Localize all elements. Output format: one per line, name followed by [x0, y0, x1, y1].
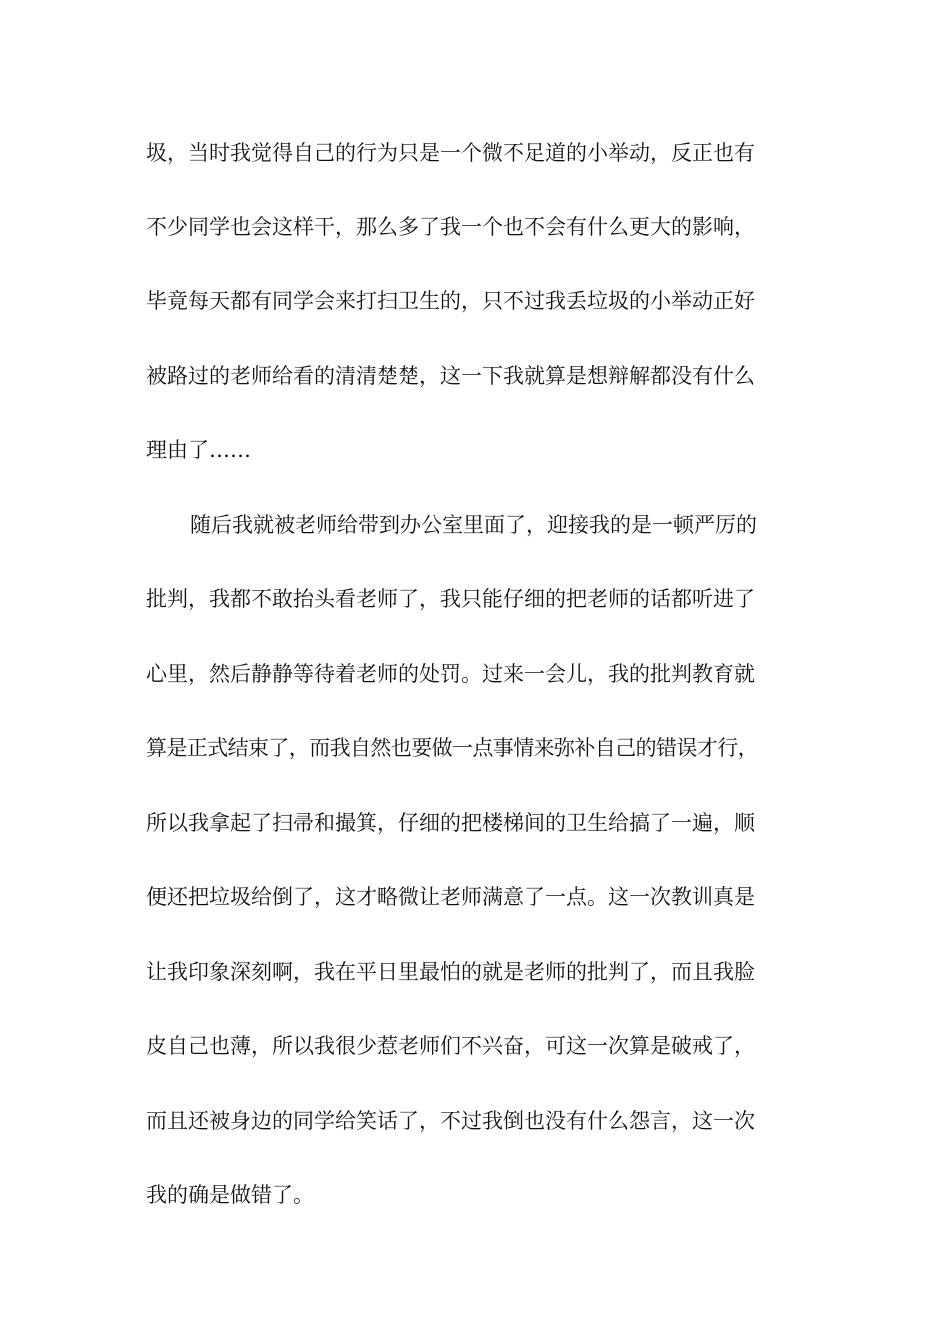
text-line: 不少同学也会这样干，那么多了我一个也不会有什么更大的影响，: [146, 215, 755, 239]
text-line: 批判，我都不敢抬头看老师了，我只能仔细的把老师的话都听进了: [146, 587, 755, 611]
text-line: 便还把垃圾给倒了，这才略微让老师满意了一点。这一次教训真是: [146, 885, 755, 909]
text-line: 心里，然后静静等待着老师的处罚。过来一会儿，我的批判教育就: [146, 662, 755, 686]
paragraph-first-line: 随后我就被老师给带到办公室里面了，迎接我的是一顿严厉的: [190, 513, 757, 537]
text-line: 理由了……: [146, 438, 251, 462]
text-line: 算是正式结束了，而我自然也要做一点事情来弥补自己的错误才行，: [146, 736, 758, 760]
text-line: 圾，当时我觉得自己的行为只是一个微不足道的小举动，反正也有: [146, 141, 755, 165]
text-line: 被路过的老师给看的清清楚楚，这一下我就算是想辩解都没有什么: [146, 364, 755, 388]
text-line: 毕竟每天都有同学会来打扫卫生的，只不过我丢垃圾的小举动正好: [146, 289, 755, 313]
text-line: 我的确是做错了。: [146, 1183, 314, 1207]
text-line: 而且还被身边的同学给笑话了，不过我倒也没有什么怨言，这一次: [146, 1109, 755, 1133]
text-line: 让我印象深刻啊，我在平日里最怕的就是老师的批判了，而且我脸: [146, 960, 755, 984]
text-line: 皮自己也薄，所以我很少惹老师们不兴奋，可这一次算是破戒了，: [146, 1034, 755, 1058]
text-line: 所以我拿起了扫帚和撮箕，仔细的把楼梯间的卫生给搞了一遍，顺: [146, 811, 755, 835]
